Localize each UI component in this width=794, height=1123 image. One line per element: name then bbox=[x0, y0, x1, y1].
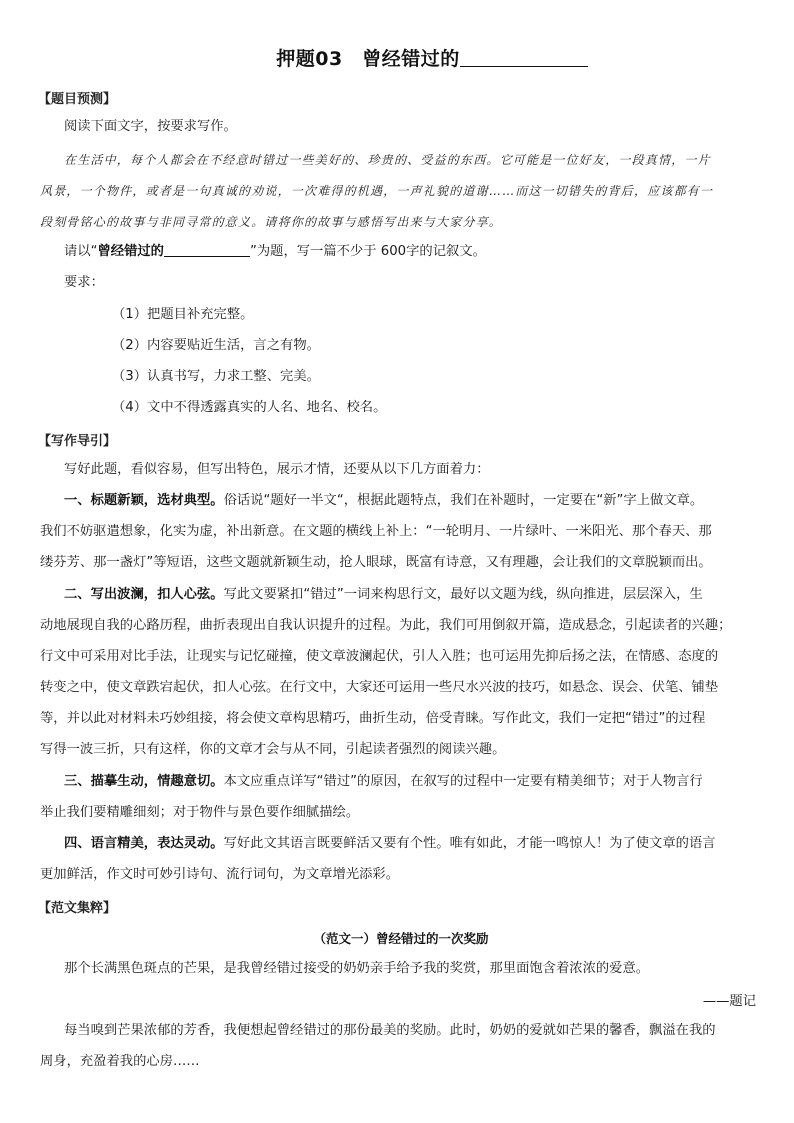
sample-essay-title: （范文一）曾经错过的一次奖励 bbox=[313, 931, 489, 946]
requirement-item: （2）内容要贴近生活，言之有物。 bbox=[112, 338, 320, 353]
guide-point-4: 四、语言精美，表达灵动。写好此文其语言既要鲜活又要有个性。唯有如此，才能一鸣惊人！为了使文章的语言 bbox=[64, 836, 716, 851]
guide-point-1-line: 缕芬芳、那一盏灯”等短语，这些文题就新颖生动，抢人眼球，既富有诗意，又有理趣，会让我们的文章脱颖而出。 bbox=[40, 555, 712, 570]
guide-point-3-line: 举止我们要精雕细刻；对于物件与景色要作细腻描绘。 bbox=[40, 805, 360, 820]
guide-point-2-line: 等，并以此对材料未巧妙组接，将会使文章构思精巧，曲折生动，倍受青睐。写作此文，我们一定把“错过”的过程 bbox=[40, 711, 706, 726]
title-text: 押题03 曾经错过的 bbox=[276, 48, 460, 70]
guide-point-2: 二、写出波澜，扣人心弦。写此文要紧扣“错过”一词来构思行文，最好以文题为线，纵向推进，层层深入，生 bbox=[64, 587, 703, 602]
requirement-item: （3）认真书写，力求工整、完美。 bbox=[112, 369, 320, 384]
guide-point-1-line: 我们不妨驱遣想象，化实为虚，补出新意。在文题的横线上补上：“一轮明月、一片绿叶、一米阳光、那个春天、那 bbox=[40, 524, 712, 539]
requirements-label: 要求： bbox=[64, 275, 104, 290]
task-statement: 请以“曾经错过的 ”为题，写一篇不少于 600字的记叙文。 bbox=[64, 244, 486, 259]
guide-point-1: 一、标题新颖，选材典型。俗话说“题好一半文“，根据此题特点，我们在补题时，一定要在“新”字上做文章。 bbox=[64, 493, 704, 508]
guide-point-4-line: 更加鲜活，作文时可妙引诗句、流行词句，为文章增光添彩。 bbox=[40, 867, 400, 882]
prompt-line-2: 风景，一个物件，或者是一句真诚的劝说，一次难得的机遇，一声礼貌的道谢……而这一切错失的背后，应该都有一 bbox=[40, 184, 714, 198]
title-blank-line bbox=[460, 48, 588, 67]
epigraph-sign: ——题记 bbox=[702, 994, 756, 1009]
section-header-samples: 【范文集粹】 bbox=[38, 901, 117, 916]
page-title bbox=[0, 44, 794, 71]
prompt-line-1: 在生活中，每个人都会在不经意时错过一些美好的、珍贵的、受益的东西。它可能是一位好友，一段真情，一片 bbox=[64, 153, 711, 167]
predict-intro: 阅读下面文字，按要求写作。 bbox=[64, 119, 237, 134]
guide-intro: 写好此题，看似容易，但写出特色，展示才情，还要从以下几方面着力： bbox=[64, 462, 490, 477]
section-header-predict: 【题目预测】 bbox=[38, 92, 117, 107]
guide-point-3: 三、描摹生动，情趣意切。本文应重点详写“错过”的原因，在叙写的过程中一定要有精美细节；对于人物言行 bbox=[64, 774, 703, 789]
sample-body-line: 每当嗅到芒果浓郁的芳香，我便想起曾经错过的那份最美的奖励。此时，奶奶的爱就如芒果的馨香，飘溢在我的 bbox=[64, 1023, 716, 1038]
section-header-guide: 【写作导引】 bbox=[38, 434, 117, 449]
prompt-line-3: 段刻骨铭心的故事与非同寻常的意义。请将你的故事与感悟写出来与大家分享。 bbox=[40, 215, 503, 229]
sample-epigraph: 那个长满黑色斑点的芒果，是我曾经错过接受的奶奶亲手给予我的奖赏，那里面饱含着浓浓的爱意。 bbox=[64, 961, 650, 976]
guide-point-2-line: 转变之中，使文章跌宕起伏，扣人心弦。在行文中，大家还可运用一些尺水兴波的技巧，如悬念、误会、伏笔、铺垫 bbox=[40, 680, 719, 695]
guide-point-2-line: 行文中可采用对比手法，让现实与记忆碰撞，使文章波澜起伏，引人入胜；也可运用先抑后扬之法，在情感、态度的 bbox=[40, 649, 719, 664]
task-blank-line bbox=[164, 242, 250, 257]
requirement-item: （1）把题目补充完整。 bbox=[112, 307, 254, 322]
guide-point-2-line: 写得一波三折，只有这样，你的文章才会与从不同，引起读者强烈的阅读兴趣。 bbox=[40, 742, 506, 757]
guide-point-2-line: 动地展现自我的心路历程，曲折表现出自我认识提升的过程。为此，我们可用倒叙开篇，造成悬念，引起读者的兴趣； bbox=[40, 618, 732, 633]
requirement-item: （4）文中不得透露真实的人名、地名、校名。 bbox=[112, 400, 387, 415]
sample-body-line: 周身，充盈着我的心房…… bbox=[40, 1054, 200, 1069]
